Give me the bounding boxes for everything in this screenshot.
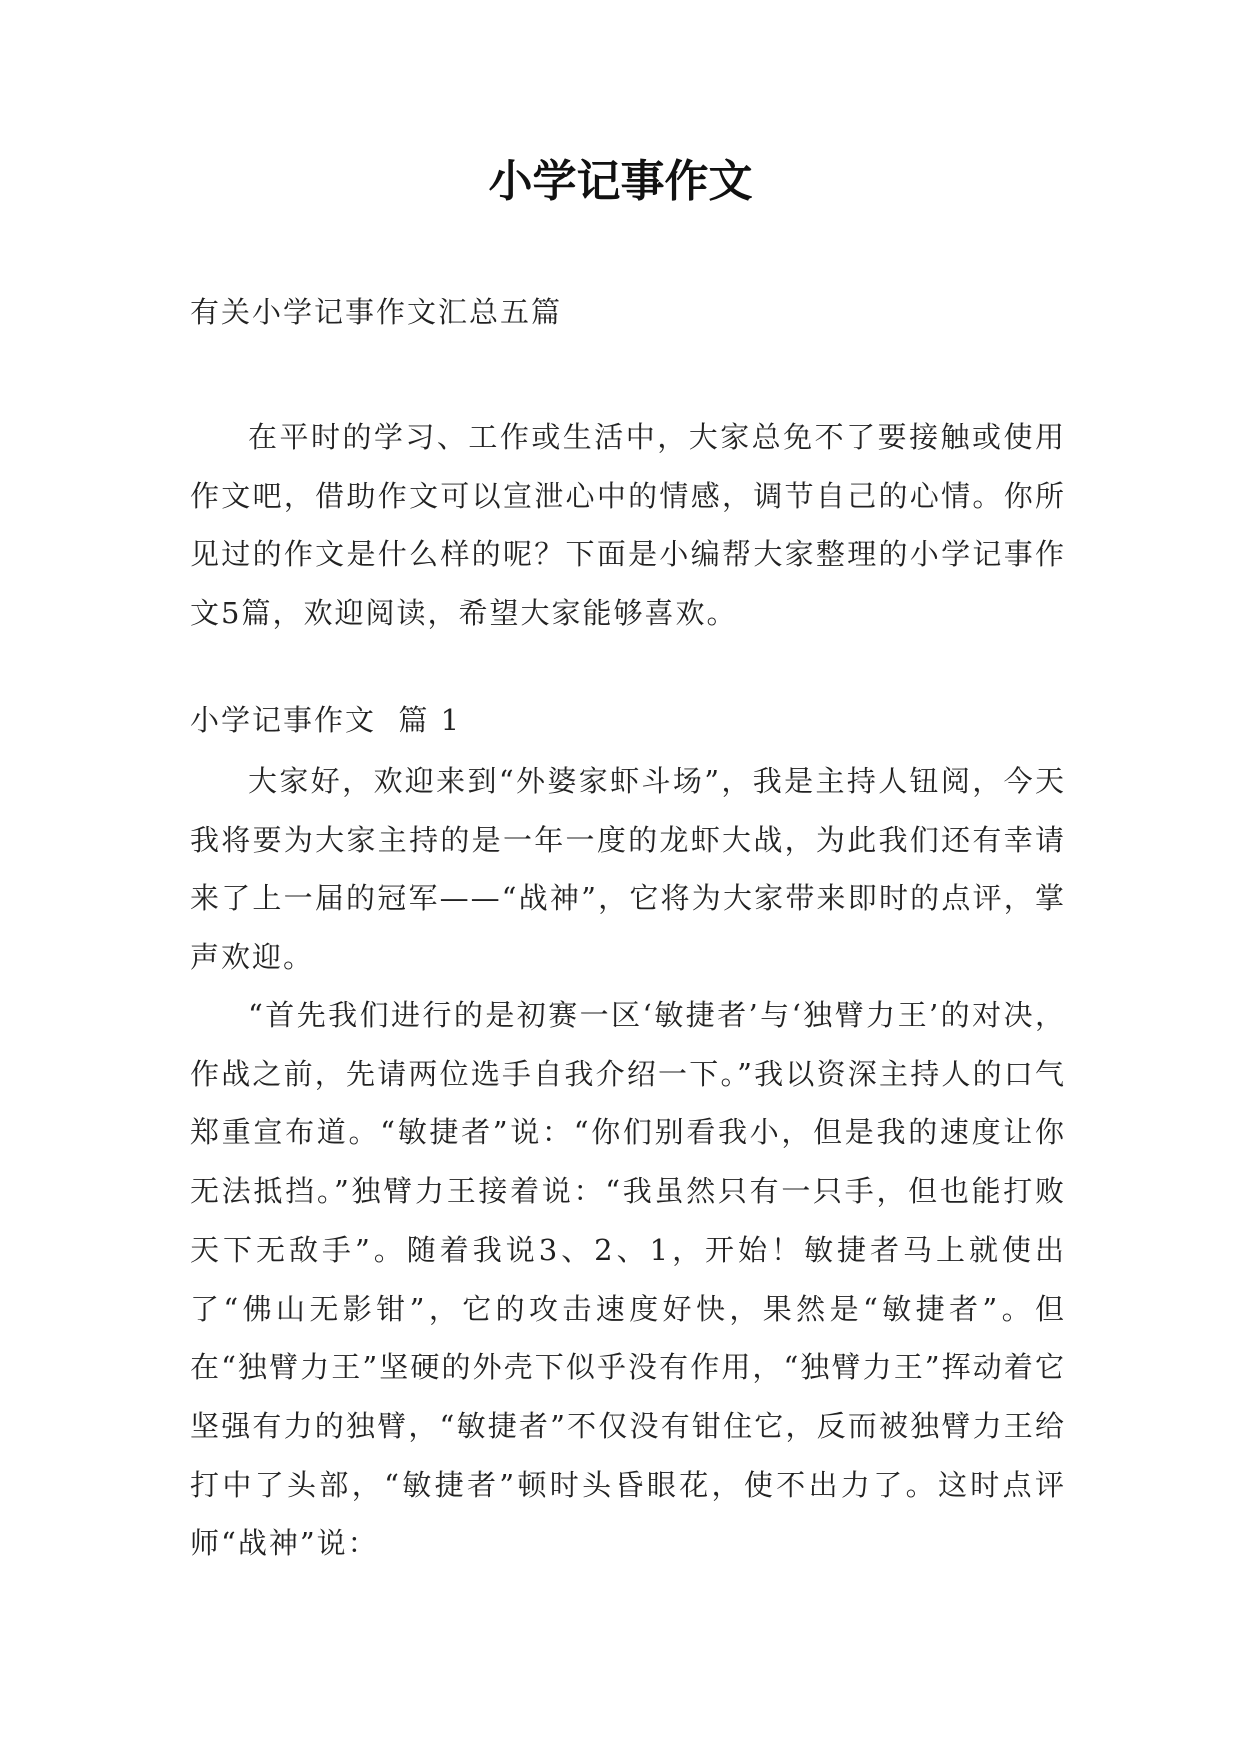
document-title: 小学记事作文 bbox=[488, 156, 753, 207]
body-paragraph-2: “首先我们进行的是初赛一区‘敏捷者’与‘独臂力王’的对决，作战之前，先请两位选手自我介绍一下。”我以资深主持人的口气郑重宣布道。“敏捷者”说：“你们别看我小，但是我的速度让你无法抵挡。”独臂力王接着说：“我虽然只有一只手，但也能打败天下无敌手”。随着我说3、2、1，开始！敏捷者马上就使出了“佛山无影钳”，它的攻击速度好快，果然是“敏捷者”。但在“独臂力王”坚硬的外壳下似乎没有作用，“独臂力王”挥动着它坚强有力的独臂，“敏捷者”不仅没有钳住它，反而被独臂力王给打中了头部，“敏捷者”顿时头昏眼花，使不出力了。这时点评师“战神”说： bbox=[190, 998, 1066, 1561]
body-paragraph-1: 大家好，欢迎来到“外婆家虾斗场”，我是主持人钮阅，今天我将要为大家主持的是一年一度的龙虾大战，为此我们还有幸请来了上一届的冠军——“战神”，它将为大家带来即时的点评，掌声欢迎。 bbox=[190, 764, 1066, 975]
document-subtitle: 有关小学记事作文汇总五篇 bbox=[190, 295, 563, 329]
intro-paragraph: 在平时的学习、工作或生活中，大家总免不了要接触或使用作文吧，借助作文可以宣泄心中的情感，调节自己的心情。你所见过的作文是什么样的呢？下面是小编帮大家整理的小学记事作文5篇，欢迎阅读，希望大家能够喜欢。 bbox=[190, 420, 1066, 631]
section-heading: 小学记事作文 篇 1 bbox=[190, 703, 462, 737]
